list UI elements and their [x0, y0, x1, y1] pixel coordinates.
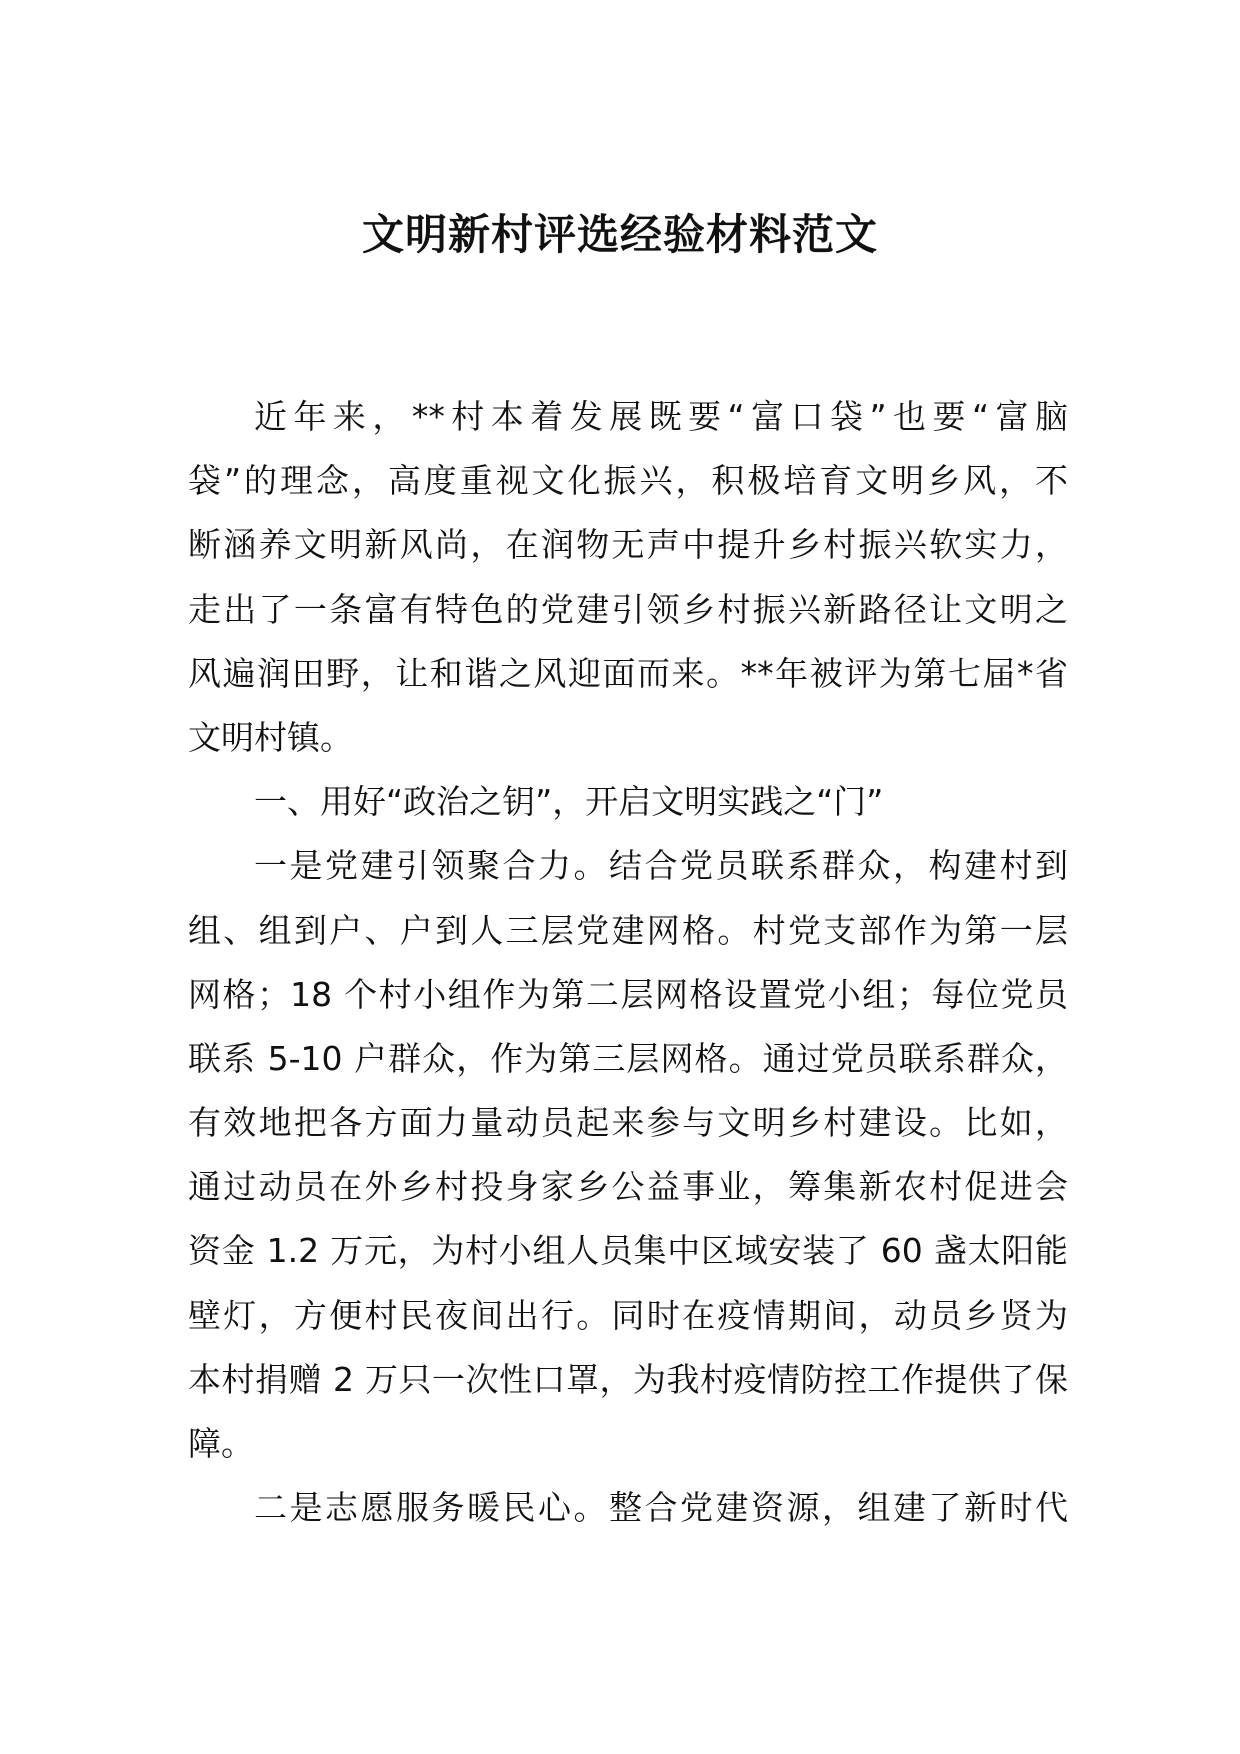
paragraph-line: 障。 — [188, 1424, 254, 1463]
section-heading: 一、用好“政治之钥”，开启文明实践之“门” — [254, 782, 884, 822]
paragraph-line: 壁灯，方便村民夜间出行。同时在疫情期间，动员乡贤为 — [188, 1295, 1068, 1335]
paragraph-line: 近年来，**村本着发展既要“富口袋”也要“富脑 — [254, 397, 1068, 436]
paragraph-line: 一是党建引领聚合力。结合党员联系群众，构建村到 — [254, 846, 1068, 886]
paragraph-line: 风遍润田野，让和谐之风迎面而来。**年被评为第七届*省 — [188, 653, 1068, 693]
paragraph-line: 本村捐赠 2 万只一次性口罩，为我村疫情防控工作提供了保 — [188, 1359, 1068, 1399]
paragraph-line: 联系 5-10 户群众，作为第三层网格。通过党员联系群众， — [188, 1038, 1068, 1078]
paragraph-line: 网格；18 个村小组作为第二层网格设置党小组；每位党员 — [188, 974, 1068, 1014]
paragraph-line: 组、组到户、户到人三层党建网格。村党支部作为第一层 — [188, 910, 1068, 950]
paragraph-line: 袋”的理念，高度重视文化振兴，积极培育文明乡风，不 — [188, 461, 1068, 501]
paragraph-line: 有效地把各方面力量动员起来参与文明乡村建设。比如， — [188, 1103, 1068, 1143]
paragraph-line: 文明村镇。 — [188, 717, 353, 757]
document-body — [188, 385, 1068, 1540]
document-title: 文明新村评选经验材料范文 — [361, 210, 878, 259]
paragraph-line: 走出了一条富有特色的党建引领乡村振兴新路径让文明之 — [188, 589, 1068, 629]
paragraph-line: 断涵养文明新风尚，在润物无声中提升乡村振兴软实力， — [188, 525, 1068, 565]
paragraph-line: 通过动员在外乡村投身家乡公益事业，筹集新农村促进会 — [188, 1167, 1068, 1207]
paragraph-line: 二是志愿服务暖民心。整合党建资源，组建了新时代 — [254, 1488, 1068, 1528]
paragraph-line: 资金 1.2 万元，为村小组人员集中区域安装了 60 盏太阳能 — [188, 1231, 1068, 1271]
